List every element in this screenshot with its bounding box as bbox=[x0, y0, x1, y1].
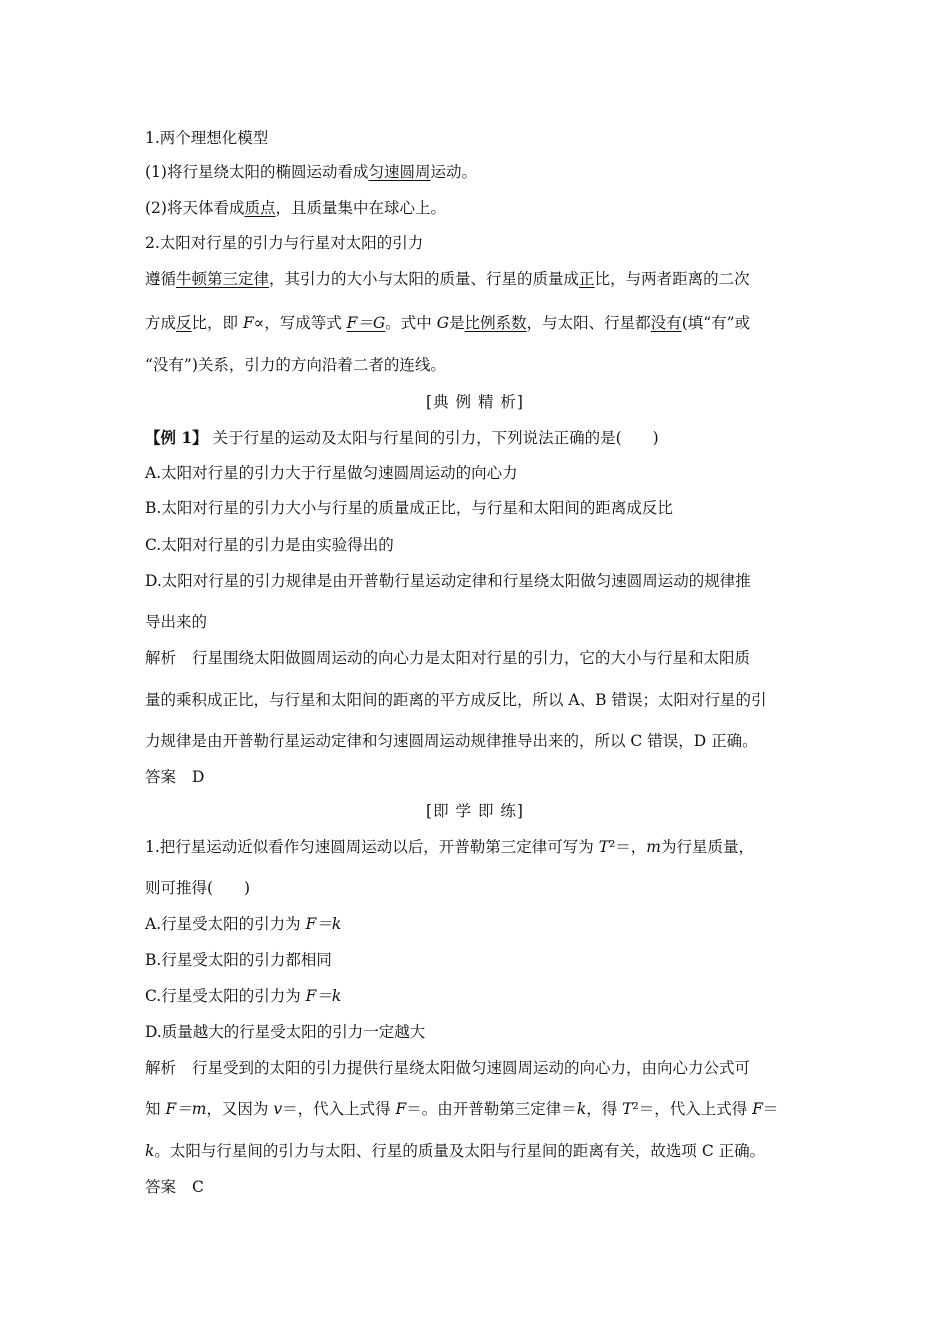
text: 方成 bbox=[145, 314, 177, 332]
analysis-text: 行星受到的太阳的引力提供行星绕太阳做匀速圆周运动的向心力，由向心力公式可 bbox=[192, 1059, 751, 1077]
formula-var: G bbox=[436, 314, 450, 332]
option-text: 导出来的 bbox=[145, 613, 208, 631]
option-a bbox=[145, 913, 815, 935]
text: 比，即 bbox=[191, 314, 243, 332]
underlined-answer: 正 bbox=[579, 270, 595, 288]
example-question bbox=[145, 427, 815, 449]
example-tag: 【例 1】 bbox=[145, 428, 208, 447]
underlined-answer: 质点 bbox=[244, 199, 276, 217]
formula-var: F bbox=[242, 314, 254, 332]
option-b bbox=[145, 949, 815, 971]
option-a bbox=[145, 462, 815, 484]
formula-var: T bbox=[598, 838, 610, 856]
formula: F＝k bbox=[305, 987, 342, 1005]
formula: F＝m bbox=[165, 1100, 207, 1118]
option-text: C.行星受太阳的引力为 bbox=[145, 987, 306, 1005]
underlined-answer: 反 bbox=[176, 314, 192, 332]
underlined-answer: 牛顿第三定律 bbox=[176, 270, 270, 288]
underlined-answer: 比例系数 bbox=[464, 314, 527, 332]
option-d-cont bbox=[145, 611, 815, 633]
paragraph-model-1 bbox=[145, 161, 815, 183]
paragraph-line-2 bbox=[145, 312, 815, 334]
option-text: B.太阳对行星的引力大小与行星的质量成正比，与行星和太阳间的距离成反比 bbox=[145, 499, 673, 517]
analysis-line-3 bbox=[145, 1140, 815, 1162]
analysis-line-2 bbox=[145, 1098, 815, 1120]
heading-text: 2.太阳对行星的引力与行星对太阳的引力 bbox=[145, 234, 424, 252]
analysis-label: 解析 bbox=[145, 1059, 177, 1077]
text: 为行星质量， bbox=[660, 838, 754, 856]
formula-var: F bbox=[395, 1100, 407, 1118]
formula-var: F bbox=[752, 1100, 763, 1118]
section-title-text: [典 例 精 析] bbox=[426, 393, 524, 411]
practice-question-line-1 bbox=[145, 836, 815, 858]
text: ＝ bbox=[762, 1100, 779, 1118]
section-title-practice bbox=[0, 800, 950, 822]
analysis-line-2 bbox=[145, 689, 815, 711]
option-d bbox=[145, 570, 815, 592]
text: ，得 bbox=[586, 1100, 623, 1118]
answer-line bbox=[145, 1176, 815, 1198]
formula-var: k bbox=[145, 1142, 155, 1160]
paragraph-line-1 bbox=[145, 268, 815, 290]
formula-var: v bbox=[273, 1100, 283, 1118]
text: 是 bbox=[449, 314, 465, 332]
text: 遵循 bbox=[145, 270, 177, 288]
formula-var: T bbox=[622, 1100, 633, 1118]
option-d bbox=[145, 1021, 815, 1043]
formula: F＝k bbox=[305, 915, 342, 933]
text: ²＝， bbox=[609, 838, 647, 856]
answer-label: 答案 bbox=[145, 768, 177, 786]
text: ²＝，代入上式得 bbox=[632, 1100, 753, 1118]
text: ，其引力的大小与太阳的质量、行星的质量成 bbox=[269, 270, 580, 288]
text: (2)将天体看成 bbox=[145, 199, 245, 217]
option-b bbox=[145, 497, 815, 519]
paragraph-line-3 bbox=[145, 354, 815, 376]
text: 则可推得( ) bbox=[145, 879, 251, 897]
formula-var: k bbox=[576, 1100, 587, 1118]
text: 比，与两者距离的二次 bbox=[594, 270, 750, 288]
analysis-text: 力规律是由开普勒行星运动定律和匀速圆周运动规律推导出来的，所以 C 错误，D 正确。 bbox=[145, 732, 758, 750]
answer-value: D bbox=[192, 768, 205, 786]
option-text: A.太阳对行星的引力大于行星做匀速圆周运动的向心力 bbox=[145, 464, 518, 482]
option-text: B.行星受太阳的引力都相同 bbox=[145, 951, 332, 969]
underlined-formula: F＝G bbox=[346, 314, 386, 332]
heading-text: 1.两个理想化模型 bbox=[145, 129, 269, 147]
analysis-line-1 bbox=[145, 1057, 815, 1079]
text: ，且质量集中在球心上。 bbox=[275, 199, 446, 217]
text: (填“有”或 bbox=[681, 314, 751, 332]
answer-label: 答案 bbox=[145, 1178, 177, 1196]
answer-line bbox=[145, 766, 815, 788]
text: (1)将行星绕太阳的椭圆运动看成 bbox=[145, 163, 369, 181]
analysis-label: 解析 bbox=[145, 649, 177, 667]
text: ＝，代入上式得 bbox=[282, 1100, 396, 1118]
text: ，与太阳、行星都 bbox=[526, 314, 651, 332]
heading-gravitation bbox=[145, 232, 815, 254]
option-text: A.行星受太阳的引力为 bbox=[145, 915, 306, 933]
section-title-text: [即 学 即 练] bbox=[426, 802, 524, 820]
practice-question-line-2 bbox=[145, 877, 815, 899]
option-text: D.质量越大的行星受太阳的引力一定越大 bbox=[145, 1023, 426, 1041]
underlined-answer: 匀速圆周 bbox=[368, 163, 431, 181]
text: ＝。由开普勒第三定律＝ bbox=[406, 1100, 577, 1118]
formula-var: m bbox=[646, 838, 661, 856]
analysis-text: 。太阳与行星间的引力与太阳、行星的质量及太阳与行星间的距离有关，故选项 C 正确。 bbox=[154, 1142, 766, 1160]
analysis-text: 行星围绕太阳做圆周运动的向心力是太阳对行星的引力，它的大小与行星和太阳质 bbox=[192, 649, 751, 667]
answer-value: C bbox=[192, 1178, 204, 1196]
option-text: C.太阳对行星的引力是由实验得出的 bbox=[145, 536, 394, 554]
text: 。式中 bbox=[385, 314, 437, 332]
text: “没有”)关系，引力的方向沿着二者的连线。 bbox=[145, 356, 446, 374]
question-text: 关于行星的运动及太阳与行星间的引力，下列说法正确的是( ) bbox=[212, 429, 659, 447]
text: 1.把行星运动近似看作匀速圆周运动以后，开普勒第三定律可写为 bbox=[145, 838, 599, 856]
analysis-line-1 bbox=[145, 647, 815, 669]
analysis-line-3 bbox=[145, 730, 815, 752]
heading-idealized-models bbox=[145, 127, 815, 149]
analysis-text: 量的乘积成正比，与行星和太阳间的距离的平方成反比，所以 A、B 错误；太阳对行星的引 bbox=[145, 691, 767, 709]
underlined-answer: 没有 bbox=[650, 314, 682, 332]
text: ，又因为 bbox=[206, 1100, 274, 1118]
paragraph-model-2 bbox=[145, 197, 815, 219]
text: 运动。 bbox=[430, 163, 477, 181]
option-text: D.太阳对行星的引力规律是由开普勒行星运动定律和行星绕太阳做匀速圆周运动的规律推 bbox=[145, 572, 751, 590]
option-c bbox=[145, 534, 815, 556]
text: ∝，写成等式 bbox=[253, 314, 347, 332]
option-c bbox=[145, 985, 815, 1007]
text: 知 bbox=[145, 1100, 166, 1118]
section-title-examples bbox=[0, 391, 950, 413]
